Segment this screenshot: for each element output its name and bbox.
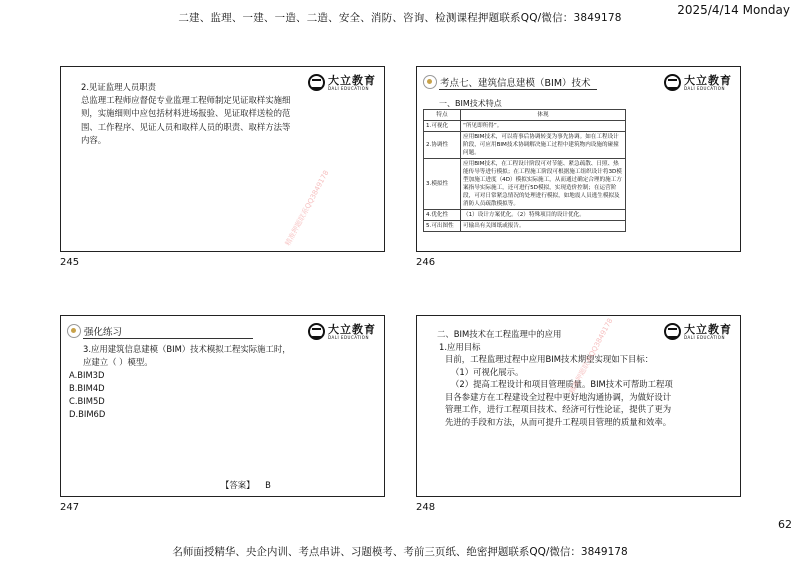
- logo-name: 大立教育: [684, 322, 732, 336]
- slide-subheading: 1.应用目标: [439, 341, 481, 352]
- table-cell: 应用BIM技术，在工程设计阶段可对节能、紧急疏散、日照、热能传导等进行模拟；在工程施工阶段可根据施工组织设计将3D模型加施工进度（4D）模拟实际施工，从而通过确定合理的施工方案指导实际施工，还可进行5D模拟，实现造价控制；在运营阶段，可对日常紧急情况的处理进行模拟，如地震人员逃生模拟及消防人员疏散模拟等。: [461, 159, 626, 210]
- slide-body: 总监理工程师应督促专业监理工程师制定见证取样实施细则，实施细则中应包括材料进场报验、见证取样送检的范围、工作程序、见证人员和取样人员的职责、取样方法等内容。: [81, 95, 291, 145]
- slide-246: [416, 66, 741, 252]
- table-cell: 可输出有关图纸或报告。: [461, 221, 626, 232]
- title-badge-icon: [67, 324, 81, 338]
- table-cell: 应用BIM技术，可以将事后协调转变为事先协调。如在工程设计阶段，可应用BIM技术协调解决施工过程中建筑物内设施的碰撞问题。: [461, 132, 626, 159]
- brand-logo: [664, 323, 732, 340]
- logo-name: 大立教育: [684, 73, 732, 87]
- watermark: 精准押题联系QQ3849178: [567, 317, 615, 396]
- table-cell: 2.协调性: [424, 132, 461, 159]
- slide-248: [416, 315, 741, 497]
- table-row: [424, 221, 626, 232]
- brand-logo: [308, 74, 376, 91]
- option-list: [69, 369, 105, 421]
- table-row: [424, 159, 626, 210]
- slide-number: 245: [60, 257, 80, 268]
- table-row: [424, 132, 626, 159]
- watermark: 精准押题联系QQ3849178: [283, 169, 331, 248]
- table-header-row: [424, 110, 626, 121]
- logo-name-en: DALI EDUCATION: [328, 85, 369, 91]
- title-underline: [83, 338, 253, 339]
- slide-245: [60, 66, 385, 252]
- logo-name-en: DALI EDUCATION: [684, 85, 725, 91]
- table-cell: 3.模拟性: [424, 159, 461, 210]
- question-text: 3.应用建筑信息建模（BIM）技术模拟工程实际施工时，应建立（ ）模型。: [83, 344, 291, 367]
- logo-name-en: DALI EDUCATION: [328, 334, 369, 340]
- table-cell: （1）设计方案优化。（2）特殊项目的设计优化。: [461, 210, 626, 221]
- slide-number: 248: [416, 502, 436, 513]
- answer-line: [221, 479, 271, 491]
- logo-name: 大立教育: [328, 73, 376, 87]
- logo-name-en: DALI EDUCATION: [684, 334, 725, 340]
- list-item: （1）可视化展示。: [451, 366, 524, 377]
- title-badge-icon: [423, 75, 437, 89]
- table-cell: 4.优化性: [424, 210, 461, 221]
- footer-banner: 名师面授精华、央企内训、考点串讲、习题模考、考前三页纸、绝密押题联系QQ/微信：3849178: [172, 546, 628, 558]
- logo-icon: [308, 323, 325, 340]
- title-underline: [439, 89, 597, 90]
- brand-logo: [664, 74, 732, 91]
- option-item: C.BIM5D: [69, 396, 105, 406]
- table-row: [424, 210, 626, 221]
- column-header: 特点: [424, 110, 461, 121]
- date-stamp: 2025/4/14 Monday: [677, 3, 790, 17]
- slide-heading: 二、BIM技术在工程监理中的应用: [437, 329, 562, 339]
- header-banner: 二建、监理、一建、一造、二造、安全、消防、咨询、检测课程押题联系QQ/微信：3849178: [178, 12, 622, 24]
- list-item: （2）提高工程设计和项目管理质量。BIM技术可帮助工程项目各参建方在工程建设全过程中更好地沟通协调，为做好设计管理工作，进行工程项目技术、经济可行性论证，提供了更为先进的手段和方法，从而可提升工程项目管理的质量和效率。: [445, 379, 673, 427]
- page-total: 62: [778, 518, 792, 531]
- logo-icon: [664, 74, 681, 91]
- slide-subtitle: 一、BIM技术特点: [439, 99, 502, 108]
- slide-247: [60, 315, 385, 497]
- slide-number: 246: [416, 257, 436, 268]
- table-cell: 1.可视化: [424, 121, 461, 132]
- slide-number: 247: [60, 502, 80, 513]
- intro-text: 目前，工程监理过程中应用BIM技术期望实现如下目标：: [445, 354, 654, 364]
- column-header: 体现: [461, 110, 626, 121]
- bim-features-table: [423, 109, 626, 232]
- option-item: D.BIM6D: [69, 409, 106, 419]
- table-row: [424, 121, 626, 132]
- table-cell: “所见即所得”。: [461, 121, 626, 132]
- slide-heading: 2.见证监理人员职责: [81, 82, 156, 92]
- answer-value: B: [265, 480, 271, 490]
- logo-name: 大立教育: [328, 322, 376, 336]
- answer-label: 【答案】: [221, 480, 255, 490]
- slide-title: 考点七、建筑信息建模（BIM）技术: [440, 78, 591, 89]
- option-item: B.BIM4D: [69, 383, 105, 393]
- option-item: A.BIM3D: [69, 370, 105, 380]
- brand-logo: [308, 323, 376, 340]
- logo-icon: [308, 74, 325, 91]
- table-cell: 5.可出图性: [424, 221, 461, 232]
- slide-title: 强化练习: [84, 327, 123, 338]
